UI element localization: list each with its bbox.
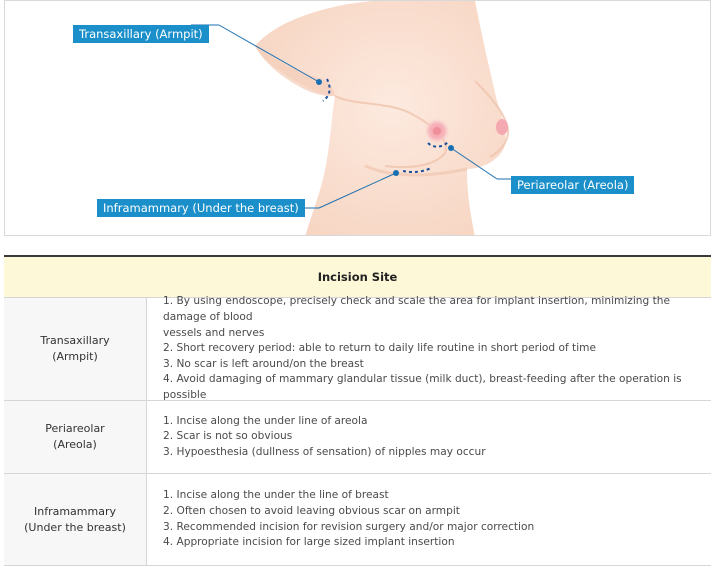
description-cell — [147, 295, 711, 401]
description-line: 4. Avoid damaging of mammary glandular tissue (milk duct), breast-feeding after the operation is possible — [163, 373, 682, 401]
callout-inframammary: Inframammary (Under the breast) — [97, 199, 305, 217]
site-name: Inframammary — [33, 504, 116, 518]
description-cell — [147, 474, 711, 565]
site-subname: (Armpit) — [52, 350, 98, 363]
callout-transaxillary: Transaxillary (Armpit) — [73, 25, 209, 43]
description-line: 3. No scar is left around/on the breast — [163, 357, 364, 370]
description-line: 2. Scar is not so obvious — [163, 430, 293, 443]
site-cell — [4, 401, 147, 473]
site-name: Transaxillary — [40, 334, 110, 347]
description-line: 3. Hypoesthesia (dullness of sensation) of nipples may occur — [163, 445, 486, 458]
table-header: Incision Site — [4, 257, 711, 298]
description-line: 4. Appropriate incision for large sized implant insertion — [163, 536, 455, 549]
site-subname: (Areola) — [53, 438, 97, 451]
incision-table — [4, 255, 711, 566]
site-subname: (Under the breast) — [24, 520, 126, 534]
areola-side — [496, 119, 508, 135]
description-line: 2. Short recovery period: able to return to daily life routine in short period of time — [163, 342, 596, 355]
description-line: 1. Incise along the under line of areola — [163, 414, 368, 427]
description-line: 2. Often chosen to avoid leaving obvious scar on armpit — [163, 504, 460, 517]
site-cell — [4, 474, 147, 565]
description-line: 3. Recommended incision for revision surgery and/or major correction — [163, 520, 535, 533]
description-cell — [147, 401, 711, 473]
site-name: Periareolar — [45, 422, 105, 435]
table-row — [4, 401, 711, 474]
description-line: 1. By using endoscope, precisely check and scale the area for implant insertion, minimizing the damage of blood — [163, 295, 670, 324]
incision-diagram — [4, 0, 711, 236]
description-line: vessels and nerves — [163, 326, 265, 339]
description-line: 1. Incise along the under the line of breast — [163, 489, 389, 502]
table-row — [4, 474, 711, 566]
callout-periareolar: Periareolar (Areola) — [511, 176, 634, 194]
table-row — [4, 295, 711, 401]
site-cell — [4, 298, 147, 400]
